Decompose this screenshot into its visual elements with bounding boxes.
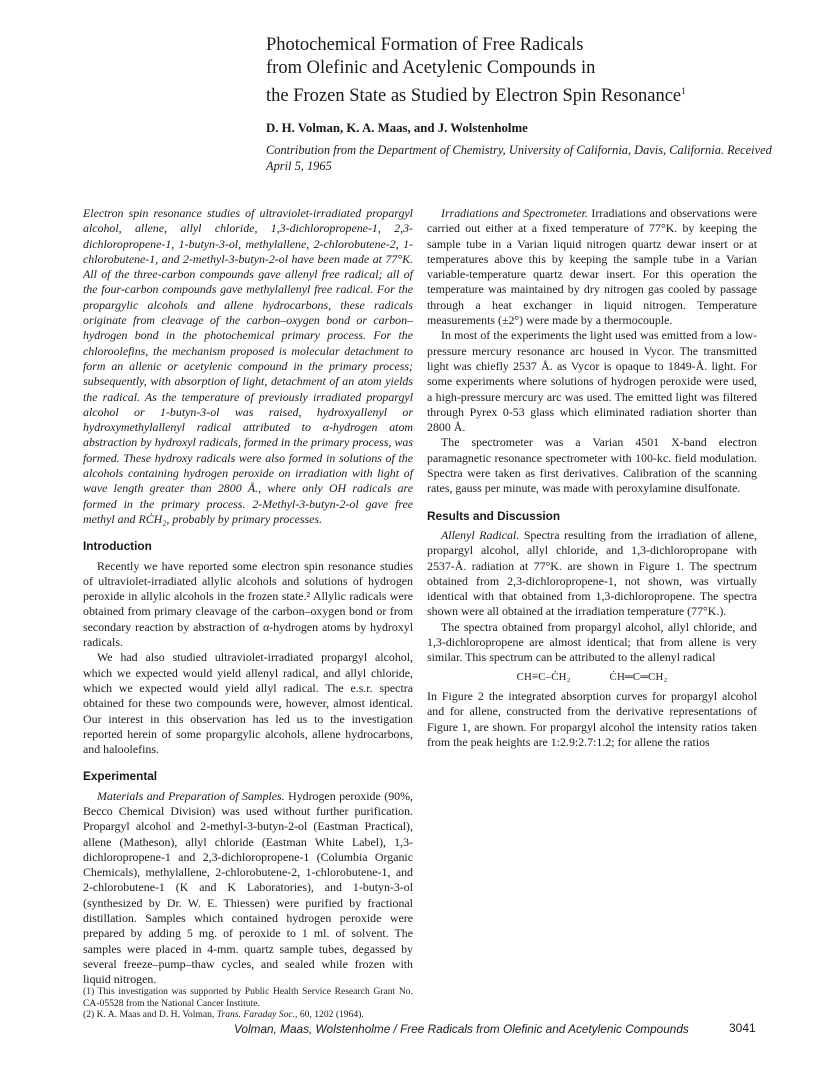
results-heading: Results and Discussion [427,508,561,523]
right-column [427,206,757,750]
materials-text: Hydrogen peroxide (90%, Becco Chemical Division) was used without further purification. Propargyl alcohol and 2-methyl-3-butyn-2-ol (Eastman Practical), allene (Matheson), allyl chloride (Eastman White Label), 1,3-dichloropropene-1 and 2,3-dichloropropene-1 (Columbia Organic Chemicals), methylallene, 2-chlorobutene-2, 1-chlorobutene-1, and 2-chlorobutene-1 (K and K Laboratories), and 1-butyn-3-ol (synthesized by Dr. W. E. Thiessen) were purified by fractional distillation. Samples which contained hydrogen peroxide were prepared by adding 5 mg. of peroxide to 1 ml. of solvent. The samples were placed in 4-mm. quartz sample tubes, degassed by several freeze–pump–thaw cycles, and sealed while frozen with liquid nitrogen. [83,788,413,987]
running-footer: Volman, Maas, Wolstenholme / Free Radicals from Olefinic and Acetylenic Compounds [234,1022,689,1036]
title-line-1: Photochemical Formation of Free Radicals [266,35,584,55]
experimental-heading: Experimental [83,769,158,784]
irradiations-label: Irradiations and Spectrometer. [441,206,588,220]
light-source-paragraph: In most of the experiments the light used was emitted from a low-pressure mercury resonance arc housed in Vycor. The transmitted light was chiefly 2537 Å. as Vycor is opaque to 1849-Å. light. For some experiments where solutions of hydrogen peroxide were used, a high-pressure mercury arc was used. The emitted light was filtered through Pyrex 0-53 glass which eliminated radiation shorter than 2800 Å. [427,328,757,435]
footnotes [83,986,413,1021]
title-line-3: the Frozen State as Studied by Electron Spin Resonance [266,86,682,107]
footnote-2 [83,1009,413,1021]
allenyl-formula [427,670,757,685]
footnote-2-authors: (2) K. A. Maas and D. H. Volman, [83,1009,217,1021]
formula-propargyl-form: CH≡C–ĊH₂ [516,670,571,683]
materials-label: Materials and Preparation of Samples. [97,788,285,803]
footnote-2-citation: , 60, 1202 (1964). [295,1009,364,1021]
abstract: Electron spin resonance studies of ultraviolet-irradiated propargyl alcohol, allene, allyl chloride, 1,3-dichloropropene-1, 2,3-dichloropropene-1, 1-butyn-3-ol, methylallene, 2-chlorobutene-2, 1-chlorobutene-1, and 2-methyl-3-butyn-2-ol have been made at 77°K. All of the three-carbon compounds gave allenyl free radical; all of the four-carbon compounds gave methylallenyl free radical. For the propargylic alcohols and allene hydrocarbons, these radicals originate from cleavage of the carbon–oxygen bond or carbon–hydrogen bond in the photochemical primary process. For the chloroolefins, the mechanism proposed is molecular detachment to form an allenic or acetylenic compound in the primary process; subsequently, with absorption of light, detachment of an atom yields the radical. As the temperature of previously irradiated propargyl alcohol or 1-butyn-3-ol was raised, hydroxyallenyl or hydroxymethylallenyl radical attributed to α-hydrogen atom abstraction by hydroxyl radicals, formed in the primary process, was formed. These hydroxy radicals were also formed in solutions of the alcohols containing hydrogen peroxide on irradiation with light of wave length greater than 2800 Å., where only OH radicals are formed in the primary process. 2-Methyl-3-butyn-2-ol gave free methyl and RĊH₂, probably by primary processes. [83,206,413,526]
spectrometer-paragraph: The spectrometer was a Varian 4501 X-band electron paramagnetic resonance spectrometer with 100-kc. field modulation. Spectra were taken as first derivatives. Calibration of the scanning rates, gauss per minute, was made with peroxylamine disulfonate. [427,435,757,496]
title-footnote-marker: 1 [681,86,686,96]
contribution-affiliation: Contribution from the Department of Chemistry, University of California, Davis, California. Received April 5, 1965 [266,143,772,173]
introduction-paragraph-2: We had also studied ultraviolet-irradiated propargyl alcohol, which we expected would yield allenyl radical, and allyl chloride, which we expected would yield allyl radical. The e.s.r. spectra obtained for these two compounds were, however, almost identical. Our interest in this observation has led us to the investigation reported herein of some propargylic alcohols, allene hydrocarbons, and haloolefins. [83,650,413,757]
allenyl-label: Allenyl Radical. [441,527,520,542]
irradiations-paragraph [427,206,757,328]
introduction-paragraph-1: Recently we have reported some electron spin resonance studies of ultraviolet-irradiated allylic alcohols and solutions of hydrogen peroxide in allylic alcohols in the frozen state.² Allylic radicals were obtained from primary cleavage of the carbon–oxygen bond or from secondary reaction by abstraction of α-hydrogen atoms by hydroxyl radicals. [83,558,413,650]
allenyl-paragraph [427,528,757,620]
left-column [83,206,413,988]
article-title [266,34,786,108]
allenyl-text: Spectra resulting from the irradiation of allene, propargyl alcohol, allyl chloride, and 1,3-dichloropropane with 2537-Å. radiation at 77°K. are shown in Figure 1. The spectrum obtained from 2,3-dichloropropene-1, not shown, was virtually identical with that obtained from 1,3-dichloropropene. The spectra shown were all obtained at the irradiation temperature (77°K.). [427,527,757,619]
formula-allenyl-form: ĊH═C═CH₂ [609,670,668,683]
author-list: D. H. Volman, K. A. Maas, and J. Wolstenholme [266,121,528,135]
page-number: 3041 [729,1021,756,1035]
introduction-heading: Introduction [83,539,152,554]
footnote-1: (1) This investigation was supported by Public Health Service Research Grant No. CA-05528 from the National Cancer Institute. [83,986,413,1009]
title-line-2: from Olefinic and Acetylenic Compounds in [266,58,596,78]
spectra-paragraph: The spectra obtained from propargyl alcohol, allyl chloride, and 1,3-dichloropropene are almost identical; that from allene is very similar. This spectrum can be attributed to the allenyl radical [427,619,757,665]
irradiations-text: Irradiations and observations were carried out either at a fixed temperature of 77°K. by keeping the sample tube in a Varian liquid nitrogen quartz dewar insert or at temperatures above this by keeping the sample tube in a Varian variable-temperature quartz dewar insert. For this operation the temperature was maintained by dry nitrogen gas cooled by passage through a heat exchanger in liquid nitrogen. Temperature measurements (±2°) were made by a thermocouple. [427,206,757,328]
materials-paragraph [83,789,413,988]
footnote-2-journal: Trans. Faraday Soc. [216,1009,296,1021]
figure2-paragraph: In Figure 2 the integrated absorption curves for propargyl alcohol and for allene, constructed from the derivative representations of Figure 1, are shown. For propargyl alcohol the intensity ratios taken from the peak heights are 1:2.9:2.7:1.2; for allene the ratios [427,688,757,749]
